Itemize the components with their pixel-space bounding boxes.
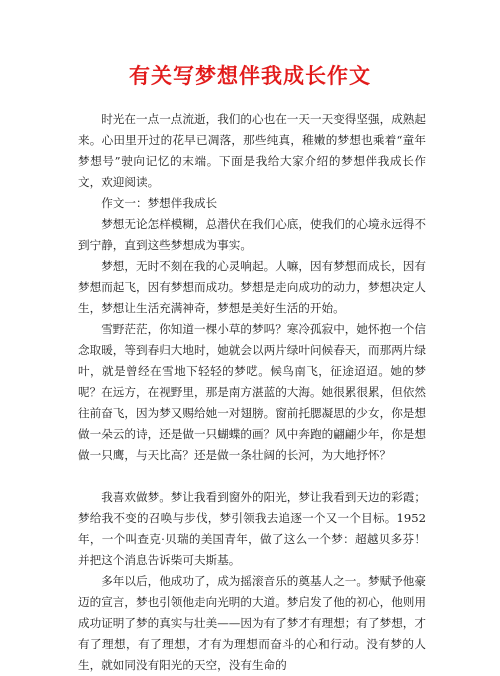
page-title: 有关写梦想伴我成长作文 xyxy=(129,63,371,88)
body-paragraph: 梦想无论怎样模糊，总潜伏在我们心底，使我们的心境永远得不到宁静，直到这些梦想成为事实。 xyxy=(78,217,426,252)
article-body xyxy=(78,109,426,676)
body-paragraph: 我喜欢做梦。梦让我看到窗外的阳光，梦让我看到天边的彩霞；梦给我不变的召唤与步伐，梦引领我去追逐一个又一个目标。1952年，一个叫查克·贝瑞的美国青年，做了这么一个梦：超越贝多芬！并把这个消息告诉柴可夫斯基。 xyxy=(78,490,426,567)
body-paragraph: 雪野茫茫，你知道一棵小草的梦吗？寒冷孤寂中，她怀抱一个信念取暖，等到春归大地时，她就会以两片绿叶问候春天，而那两片绿叶，就是曾经在雪地下轻轻的梦呓。候鸟南飞，征途迢迢。她的梦呢？在远方，在视野里，那是南方湛蓝的大海。她很累很累，但依然往前奋飞，因为梦又赐给她一对翅膀。窗前托腮凝思的少女，你是想做一朵云的诗，还是做一只蝴蝶的画？风中奔跑的翩翩少年，你是想做一只鹰，与天比高？还是做一条壮阔的长河，为大地抒怀？ xyxy=(78,322,426,462)
body-paragraph: 多年以后，他成功了，成为摇滚音乐的奠基人之一。梦赋予他豪迈的宣言，梦也引领他走向光明的大道。梦启发了他的初心，他则用成功证明了梦的真实与壮美——因为有了梦才有理想；有了梦想，才有了理想，有了理想，才有为理想而奋斗的心和行动。没有梦的人生，就如同没有阳光的天空，没有生命的 xyxy=(78,574,426,672)
section-heading: 作文一：梦想伴我成长 xyxy=(101,196,218,210)
body-paragraph: 梦想，无时不刻在我的心灵响起。人嘛，因有梦想而成长，因有梦想而起飞，因有梦想而成功。梦想是走向成功的动力，梦想决定人生，梦想让生活充满神奇，梦想是美好生活的开始。 xyxy=(78,259,426,315)
intro-paragraph: 时光在一点一点流逝，我们的心也在一天一天变得坚强，成熟起来。心田里开过的花早已凋落，那些纯真，稚嫩的梦想也乘着“童年梦想号”驶向记忆的末端。下面是我给大家介绍的梦想伴我成长作文，欢迎阅读。 xyxy=(78,112,426,189)
